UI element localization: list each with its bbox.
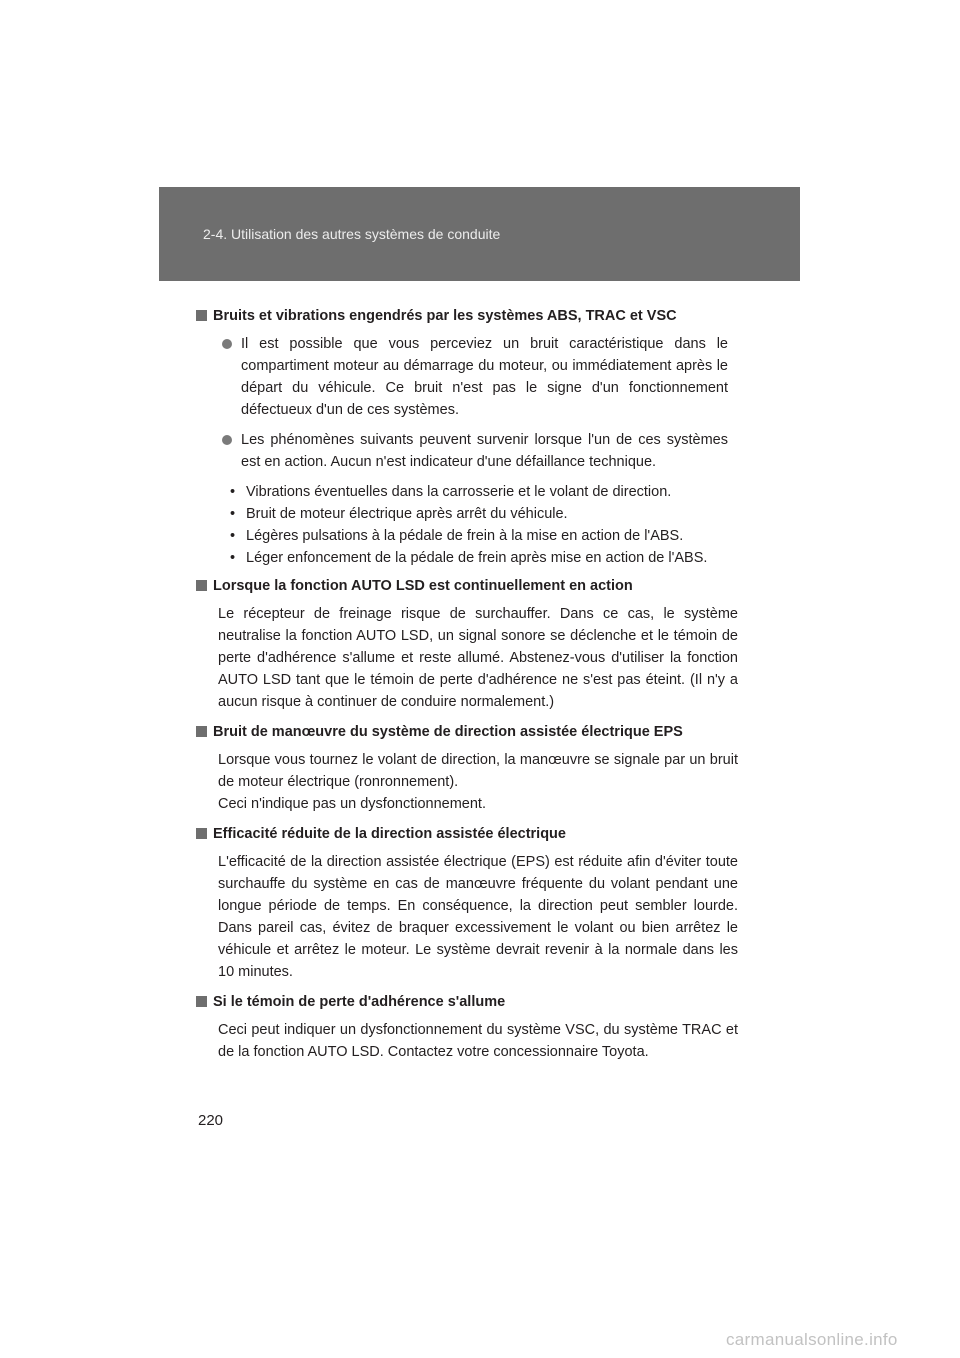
chapter-title: 2-4. Utilisation des autres systèmes de conduite — [203, 226, 501, 242]
section-title: Bruits et vibrations engendrés par les systèmes ABS, TRAC et VSC — [196, 305, 738, 327]
section-title: Bruit de manœuvre du système de direction assistée électrique EPS — [196, 721, 738, 743]
section-slip-indicator — [196, 991, 738, 1063]
section-eps-reduced — [196, 823, 738, 983]
square-bullet-icon — [196, 996, 207, 1007]
section-body: L'efficacité de la direction assistée électrique (EPS) est réduite afin d'éviter toute surchauffe du système en cas de manœuvre fréquente du volant pendant une longue période de temps. En conséquence, la direction peut sembler lourde. Dans pareil cas, évitez de braquer excessivement le volant ou bien arrêtez le véhicule et arrêtez le moteur. Le système devrait revenir à la normale dans les 10 minutes. — [218, 854, 738, 980]
list-item: • Légères pulsations à la pédale de frein à la mise en action de l'ABS. — [230, 528, 684, 544]
square-bullet-icon — [196, 828, 207, 839]
section-body: Lorsque vous tournez le volant de direction, la manœuvre se signale par un bruit de moteur électrique (ronronnement). — [218, 752, 738, 790]
section-auto-lsd — [196, 575, 738, 713]
section-body: Ceci peut indiquer un dysfonctionnement du système VSC, du système TRAC et de la fonction AUTO LSD. Contactez votre concessionnaire Toyota. — [218, 1022, 738, 1060]
bullet-item: Les phénomènes suivants peuvent survenir lorsque l'un de ces systèmes est en action. Aucun n'est indicateur d'une défaillance technique. — [196, 429, 738, 473]
section-abs-trac-vsc — [196, 305, 738, 569]
watermark: carmanualsonline.info — [726, 1330, 898, 1349]
bullet-item: Il est possible que vous perceviez un bruit caractéristique dans le compartiment moteur au démarrage du moteur, ou immédiatement après le départ du véhicule. Ce bruit n'est pas le signe d'un fonctionnement défectueux d'un de ces systèmes. — [196, 333, 738, 421]
square-bullet-icon — [196, 580, 207, 591]
page-number: 220 — [198, 1112, 224, 1129]
round-bullet-icon — [222, 435, 232, 445]
section-title: Efficacité réduite de la direction assistée électrique — [196, 823, 738, 845]
section-body-note: Ceci n'indique pas un dysfonctionnement. — [218, 796, 486, 812]
list-item: • Vibrations éventuelles dans la carrosserie et le volant de direction. — [230, 484, 672, 500]
page-content — [196, 305, 738, 1071]
list-item: • Léger enfoncement de la pédale de frein après mise en action de l'ABS. — [230, 550, 708, 566]
round-bullet-icon — [222, 339, 232, 349]
section-title: Lorsque la fonction AUTO LSD est continuellement en action — [196, 575, 738, 597]
sub-list — [196, 481, 738, 569]
list-item: • Bruit de moteur électrique après arrêt du véhicule. — [230, 506, 568, 522]
section-body: Le récepteur de freinage risque de surchauffer. Dans ce cas, le système neutralise la fonction AUTO LSD, un signal sonore se déclenche et le témoin de perte d'adhérence s'allume et reste allumé. Abstenez-vous d'utiliser la fonction AUTO LSD tant que le témoin de perte d'adhérence ne s'est pas éteint. (Il n'y a aucun risque à continuer de conduire normalement.) — [218, 606, 738, 710]
square-bullet-icon — [196, 310, 207, 321]
square-bullet-icon — [196, 726, 207, 737]
section-eps-noise — [196, 721, 738, 815]
section-title: Si le témoin de perte d'adhérence s'allume — [196, 991, 738, 1013]
